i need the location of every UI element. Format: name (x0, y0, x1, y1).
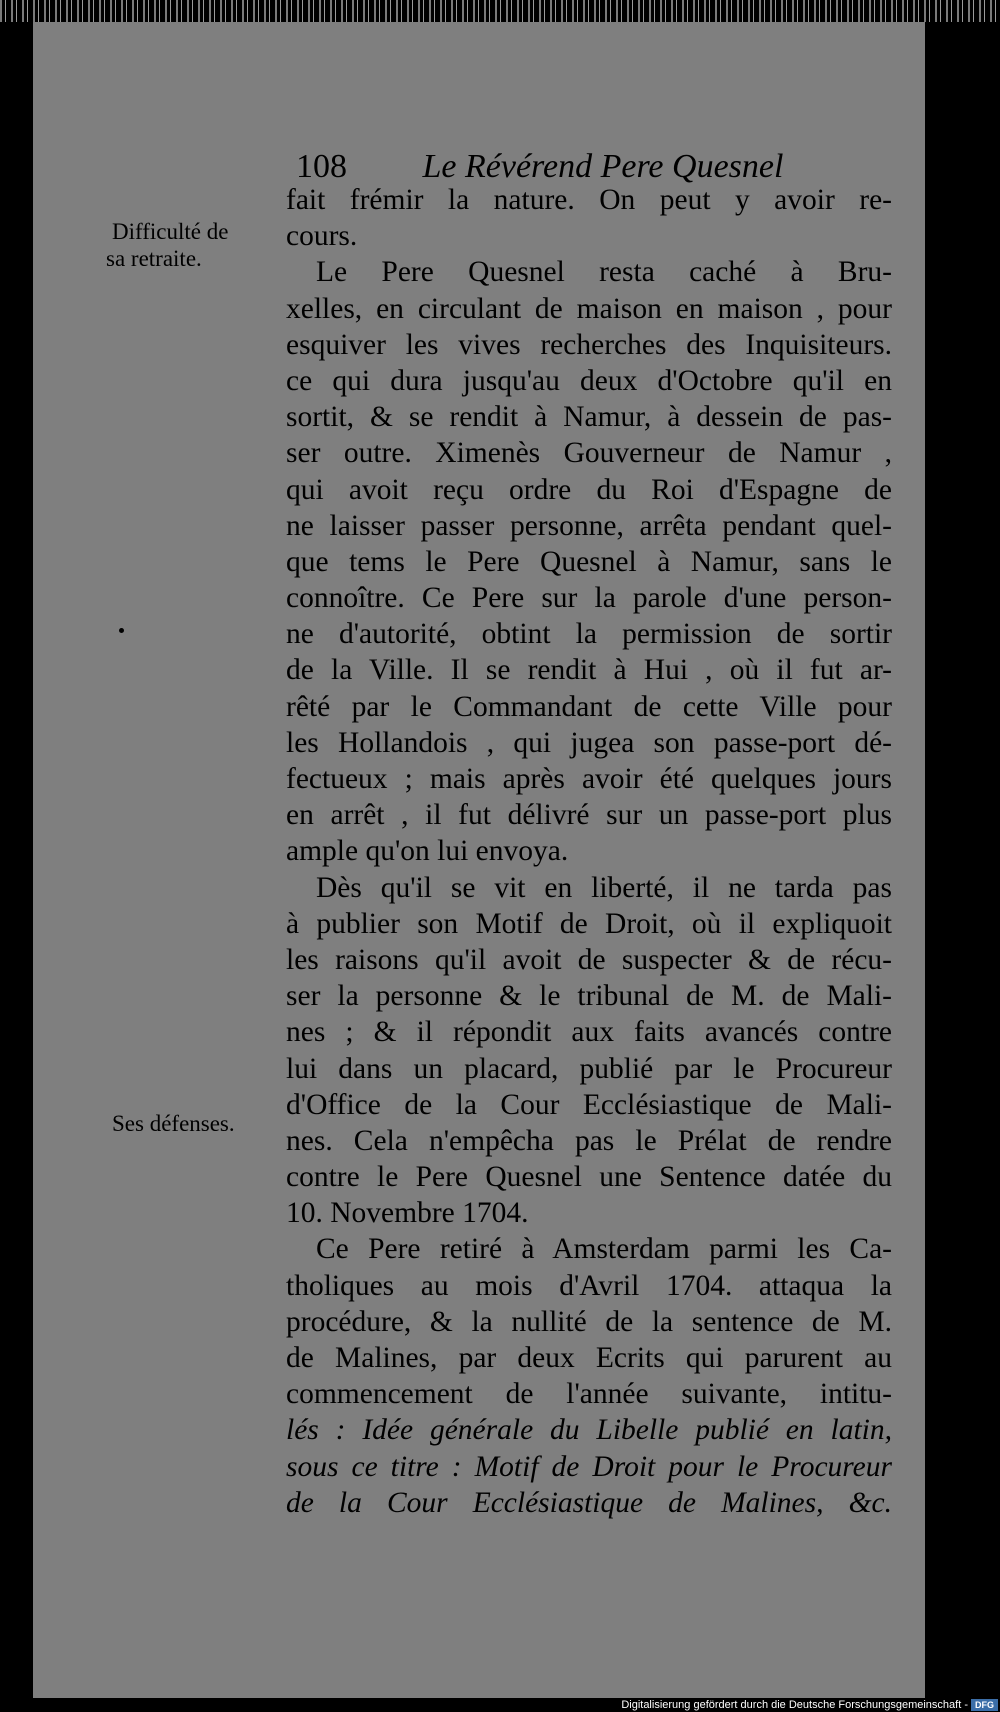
text-line (286, 1412, 892, 1448)
page-top-edge (0, 0, 1000, 22)
text-line-content: les Hollandois , qui jugea son passe-port dé- (286, 726, 892, 759)
text-line (286, 616, 892, 652)
text-line (286, 761, 892, 797)
margin-note-line: Difficulté de (112, 219, 229, 244)
text-line (286, 1195, 892, 1231)
text-line (286, 797, 892, 833)
text-line (286, 1087, 892, 1123)
text-line (286, 291, 892, 327)
text-line-content: connoître. Ce Pere sur la parole d'une person- (286, 582, 892, 615)
text-line-content: sortit, & se rendit à Namur, à dessein de pas- (286, 401, 892, 434)
text-line-content: procédure, & la nullité de la sentence de M. (286, 1305, 892, 1338)
text-line (286, 1449, 892, 1485)
text-line (286, 833, 892, 869)
text-line-content: lés : Idée générale du Libelle publié en latin, (286, 1414, 892, 1447)
text-line (286, 1268, 892, 1304)
text-line-content: de Malines, par deux Ecrits qui parurent au (286, 1342, 892, 1374)
text-line-content: Dès qu'il se vit en liberté, il ne tarda pas (316, 871, 892, 904)
page-number: 108 (296, 148, 347, 185)
text-line (286, 1304, 892, 1340)
text-line (286, 508, 892, 544)
text-line-content: ne laisser passer personne, arrêta pendant quel- (286, 509, 892, 542)
text-line (286, 725, 892, 761)
text-line-content: cours. (286, 220, 358, 253)
body-text (286, 182, 892, 1521)
text-line (286, 652, 892, 688)
text-line-content: Le Pere Quesnel resta caché à Bru- (316, 256, 892, 289)
text-line-content: d'Office de la Cour Ecclésiastique de Mali- (286, 1088, 892, 1121)
text-line-content: ce qui dura jusqu'au deux d'Octobre qu'il en (286, 364, 892, 397)
text-line-content: contre le Pere Quesnel une Sentence datée du (286, 1161, 892, 1194)
text-line-content: ne d'autorité, obtint la permission de sortir (286, 618, 892, 651)
text-line-content: xelles, en circulant de maison en maison , pour (286, 292, 892, 325)
text-line (286, 580, 892, 616)
text-line (286, 435, 892, 471)
text-line (286, 1340, 892, 1376)
margin-note-line: sa retraite. (106, 246, 202, 271)
text-line (286, 472, 892, 508)
text-line (286, 254, 892, 290)
text-line (286, 363, 892, 399)
text-line (286, 1014, 892, 1050)
text-line (286, 1485, 892, 1521)
text-line-content: tholiques au mois d'Avril 1704. attaqua la (286, 1269, 892, 1302)
text-line-content: nes ; & il répondit aux faits avancés contre (286, 1016, 892, 1049)
text-line (286, 1123, 892, 1159)
text-line-content: Ce Pere retiré à Amsterdam parmi les Ca- (316, 1233, 892, 1266)
text-line (286, 870, 892, 906)
footer-credit: Digitalisierung gefördert durch die Deutsche Forschungsgemeinschaft - (621, 1699, 968, 1711)
text-line-content: en arrêt , il fut délivré sur un passe-port plus (286, 799, 892, 832)
text-line-content: commencement de l'année suivante, intitu- (286, 1378, 892, 1411)
text-line-content: nes. Cela n'empêcha pas le Prélat de rendre (286, 1124, 892, 1157)
margin-note-retraite (106, 218, 229, 272)
text-line (286, 1159, 892, 1195)
text-line-content: à publier son Motif de Droit, où il expliquoit (286, 907, 892, 940)
text-line-content: de la Ville. Il se rendit à Hui , où il fut ar- (286, 654, 892, 687)
text-line-content: que tems le Pere Quesnel à Namur, sans le (286, 545, 892, 578)
text-line (286, 689, 892, 725)
text-line (286, 1231, 892, 1267)
text-line (286, 906, 892, 942)
text-line (286, 1376, 892, 1412)
text-line-content: sous ce titre : Motif de Droit pour le Procureur (286, 1450, 892, 1483)
text-line (286, 1051, 892, 1087)
text-line (286, 327, 892, 363)
text-line (286, 942, 892, 978)
text-line-content: ser outre. Ximenès Gouverneur de Namur , (286, 437, 892, 470)
text-line-content: fectueux ; mais après avoir été quelques jours (286, 763, 892, 795)
text-line (286, 399, 892, 435)
text-line-content: de la Cour Ecclésiastique de Malines, &c. (286, 1486, 892, 1519)
text-line-content: rêté par le Commandant de cette Ville pour (286, 690, 892, 723)
margin-note-line: Ses défenses. (112, 1111, 235, 1136)
text-line-content: fait frémir la nature. On peut y avoir re- (286, 184, 892, 216)
text-line-content: ser la personne & le tribunal de M. de Mali- (286, 980, 892, 1013)
text-line (286, 978, 892, 1014)
text-line-content: les raisons qu'il avoit de suspecter & de récu- (286, 943, 892, 976)
margin-note-defenses (112, 1110, 235, 1137)
text-line-content: qui avoit reçu ordre du Roi d'Espagne de (286, 473, 892, 506)
dfg-logo: DFG (971, 1699, 998, 1711)
scan-speck (119, 628, 124, 633)
text-line-content: 10. Novembre 1704. (286, 1197, 529, 1230)
text-line (286, 218, 892, 254)
digitization-footer (0, 1698, 1000, 1712)
text-line-content: lui dans un placard, publié par le Procureur (286, 1052, 892, 1085)
text-line (286, 182, 892, 218)
text-line-content: ample qu'on lui envoya. (286, 835, 569, 868)
running-title: Le Révérend Pere Quesnel (422, 148, 784, 185)
text-line (286, 544, 892, 580)
text-line-content: esquiver les vives recherches des Inquisiteurs. (286, 328, 892, 361)
